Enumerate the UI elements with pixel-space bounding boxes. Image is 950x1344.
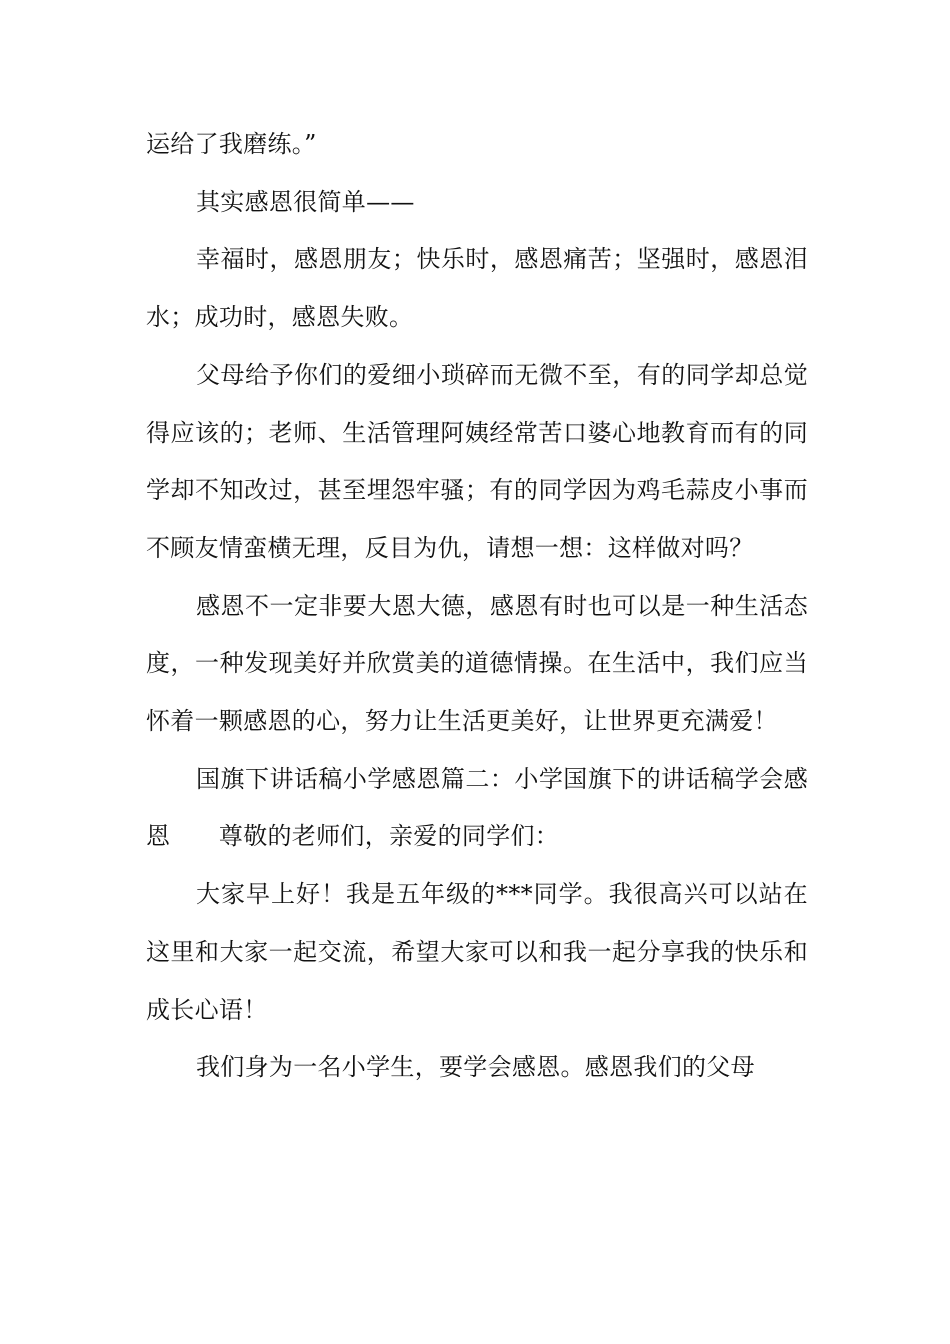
paragraph-4: 父母给予你们的爱细小琐碎而无微不至，有的同学却总觉得应该的；老师、生活管理阿姨经常苦口婆心地教育而有的同学却不知改过，甚至埋怨牢骚；有的同学因为鸡毛蒜皮小事而不顾友情蛮横无理，反目为仇，请想一想：这样做对吗？ <box>146 360 808 562</box>
paragraph-3: 幸福时，感恩朋友；快乐时，感恩痛苦；坚强时，感恩泪水；成功时，感恩失败。 <box>146 245 808 332</box>
paragraph-6: 国旗下讲话稿小学感恩篇二：小学国旗下的讲话稿学会感恩 尊敬的老师们，亲爱的同学们： <box>146 764 808 851</box>
paragraph-8: 我们身为一名小学生，要学会感恩。感恩我们的父母 <box>196 1053 755 1082</box>
paragraph-1: 运给了我磨练。” <box>146 130 317 158</box>
paragraph-7: 大家早上好！我是五年级的***同学。我很高兴可以站在这里和大家一起交流，希望大家可以和我一起分享我的快乐和成长心语！ <box>146 880 808 1024</box>
paragraph-2: 其实感恩很简单—— <box>196 187 415 216</box>
paragraph-5: 感恩不一定非要大恩大德，感恩有时也可以是一种生活态度，一种发现美好并欣赏美的道德情操。在生活中，我们应当怀着一颗感恩的心，努力让生活更美好，让世界更充满爱！ <box>146 591 808 736</box>
document-body <box>146 116 808 1097</box>
